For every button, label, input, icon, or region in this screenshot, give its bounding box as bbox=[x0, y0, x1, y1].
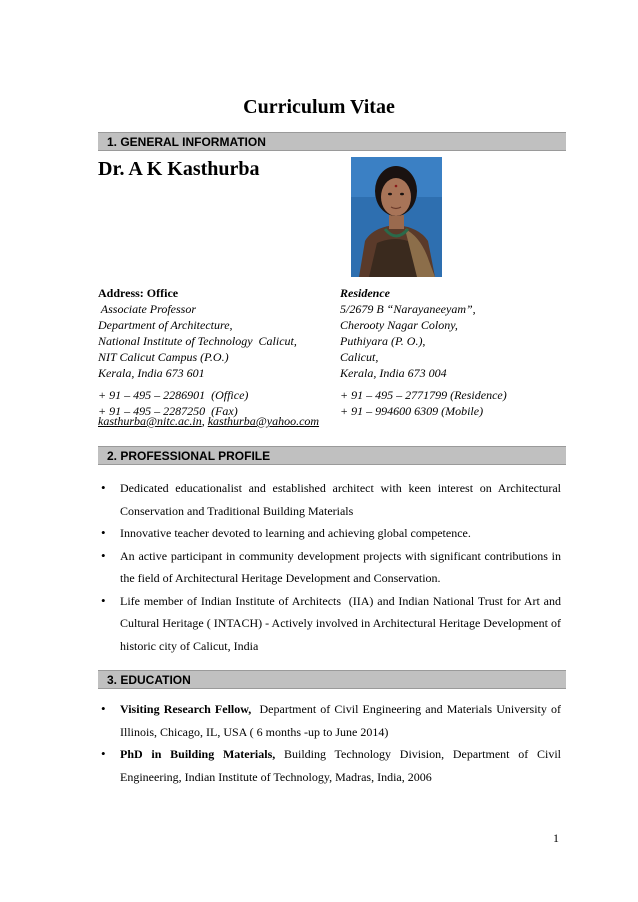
section-header-profile bbox=[98, 446, 566, 465]
profile-list bbox=[98, 477, 564, 657]
residence-address bbox=[340, 285, 507, 419]
list-item: • Innovative teacher devoted to learning and achieving global competence. bbox=[98, 522, 561, 545]
education-title: Visiting Research Fellow, bbox=[120, 702, 252, 716]
office-fax: + 91 – 495 – 2287250 (Fax) bbox=[98, 404, 238, 418]
page-title: Curriculum Vitae bbox=[243, 96, 395, 118]
section-header-label: 2. PROFESSIONAL PROFILE bbox=[107, 449, 271, 463]
list-item: • Dedicated educationalist and established architect with keen interest on Architectural Conservation and Traditional Building Materials bbox=[98, 477, 561, 522]
section-header-education bbox=[98, 670, 566, 689]
email-link-nitc[interactable]: kasthurba@nitc.ac.in bbox=[98, 414, 202, 428]
office-line: Associate Professor bbox=[98, 302, 196, 316]
residence-line: Cherooty Nagar Colony, bbox=[340, 318, 458, 332]
section-header-label: 3. EDUCATION bbox=[107, 673, 191, 687]
residence-mobile: + 91 – 994600 6309 (Mobile) bbox=[340, 404, 484, 418]
residence-line: Calicut, bbox=[340, 350, 379, 364]
office-line: National Institute of Technology Calicut, bbox=[98, 334, 297, 348]
office-line: NIT Calicut Campus (P.O.) bbox=[98, 350, 229, 364]
office-address bbox=[98, 285, 297, 419]
profile-photo bbox=[351, 157, 442, 277]
education-detail: Department of Civil Engineering and Materials University of Illinois, Chicago, IL, USA ( 6 months -up to June 2014) bbox=[120, 702, 564, 739]
page-number: 1 bbox=[553, 831, 559, 845]
education-detail: Building Technology Division, Department of Civil Engineering, Indian Institute of Technology, Madras, India, 2006 bbox=[120, 747, 561, 784]
email-separator: , bbox=[201, 414, 208, 428]
list-item: • Life member of Indian Institute of Architects (IIA) and Indian National Trust for Art and Cultural Heritage ( INTACH) - Actively involved in Architectural Heritage Development of historic city of Calicut, India bbox=[98, 590, 561, 658]
residence-line: Kerala, India 673 004 bbox=[340, 366, 447, 380]
list-item bbox=[98, 743, 561, 788]
email-line bbox=[98, 414, 319, 429]
list-item bbox=[98, 698, 564, 743]
office-line: Department of Architecture, bbox=[98, 318, 233, 332]
residence-line: 5/2679 B “Narayaneeyam”, bbox=[340, 302, 476, 316]
portrait-image bbox=[351, 157, 442, 277]
office-phone: + 91 – 495 – 2286901 (Office) bbox=[98, 388, 249, 402]
residence-heading: Residence bbox=[340, 286, 390, 300]
section-header-label: 1. GENERAL INFORMATION bbox=[107, 135, 266, 149]
office-heading: Address: Office bbox=[98, 286, 179, 300]
email-link-yahoo[interactable]: kasthurba@yahoo.com bbox=[207, 414, 320, 428]
list-item: • An active participant in community development projects with significant contributions in the field of Architectural Heritage Development and Conservation. bbox=[98, 545, 561, 590]
residence-phone: + 91 – 495 – 2771799 (Residence) bbox=[340, 388, 507, 402]
section-header-general bbox=[98, 132, 566, 151]
residence-line: Puthiyara (P. O.), bbox=[340, 334, 426, 348]
person-name: Dr. A K Kasthurba bbox=[98, 158, 260, 180]
education-list bbox=[98, 698, 564, 788]
office-line: Kerala, India 673 601 bbox=[98, 366, 205, 380]
education-title: PhD in Building Materials, bbox=[120, 747, 276, 761]
